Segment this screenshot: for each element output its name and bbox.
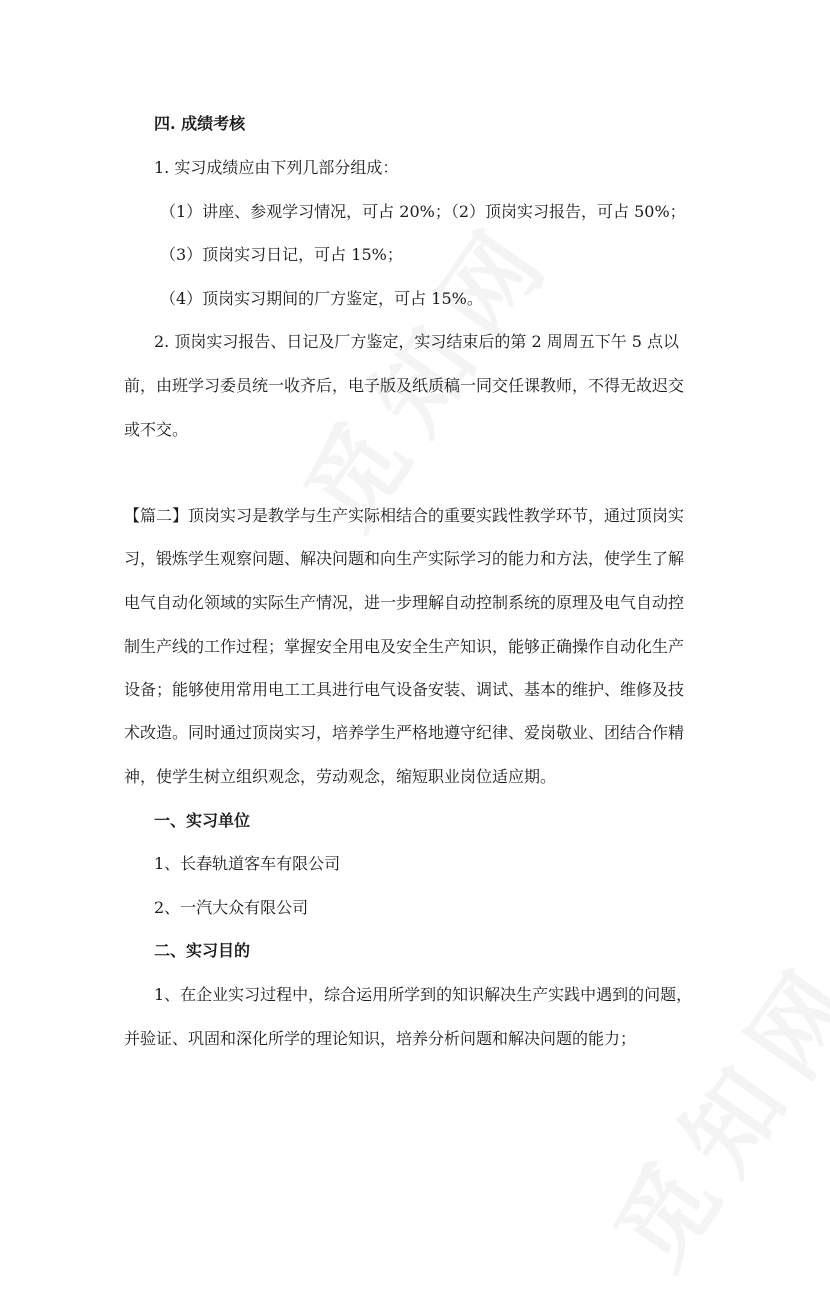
list-item: 2、一汽大众有限公司 — [154, 898, 309, 917]
paragraph-line: 2. 顶岗实习报告、日记及厂方鉴定，实习结束后的第 2 周周五下午 5 点以 — [154, 332, 680, 351]
paragraph-line: 前，由班学习委员统一收齐后，电子版及纸质稿一同交任课教师，不得无故迟交 — [124, 376, 685, 395]
paragraph-line: 术改造。同时通过顶岗实习，培养学生严格地遵守纪律、爱岗敬业、团结合作精 — [124, 723, 685, 742]
paragraph-line: 1、在企业实习过程中，综合运用所学到的知识解决生产实践中遇到的问题， — [154, 985, 693, 1004]
paragraph-line: （4）顶岗实习期间的厂方鉴定，可占 15%。 — [160, 289, 483, 308]
watermark — [578, 927, 830, 1290]
paragraph-line: 电气自动化领域的实际生产情况，进一步理解自动控制系统的原理及电气自动控 — [124, 593, 685, 612]
watermark — [268, 187, 580, 551]
paragraph-line: 设备；能够使用常用电工工具进行电气设备安装、调试、基本的维护、维修及技 — [124, 680, 685, 699]
paragraph-line: 1. 实习成绩应由下列几部分组成： — [154, 158, 399, 177]
paragraph-line: 制生产线的工作过程；掌握安全用电及安全生产知识，能够正确操作自动化生产 — [124, 637, 685, 656]
paragraph-line: 或不交。 — [124, 420, 189, 439]
paragraph-line: 并验证、巩固和深化所学的理论知识，培养分析问题和解决问题的能力； — [124, 1029, 637, 1048]
paragraph-line: 神，使学生树立组织观念，劳动观念，缩短职业岗位适应期。 — [124, 767, 557, 786]
section-heading-internship-unit: 一、实习单位 — [154, 811, 251, 830]
paragraph-line: 习，锻炼学生观察问题、解决问题和向生产实际学习的能力和方法，使学生了解 — [124, 549, 685, 568]
paragraph-line: （1）讲座、参观学习情况，可占 20%；（2）顶岗实习报告，可占 50%； — [160, 202, 686, 221]
section-heading-internship-purpose: 二、实习目的 — [154, 941, 251, 960]
list-item: 1、长春轨道客车有限公司 — [154, 854, 341, 873]
paragraph-line: （3）顶岗实习日记，可占 15%； — [160, 245, 403, 264]
paragraph-line: 【篇二】顶岗实习是教学与生产实际相结合的重要实践性教学环节，通过顶岗实 — [124, 506, 685, 525]
section-heading-grade-assessment: 四. 成绩考核 — [154, 114, 246, 133]
